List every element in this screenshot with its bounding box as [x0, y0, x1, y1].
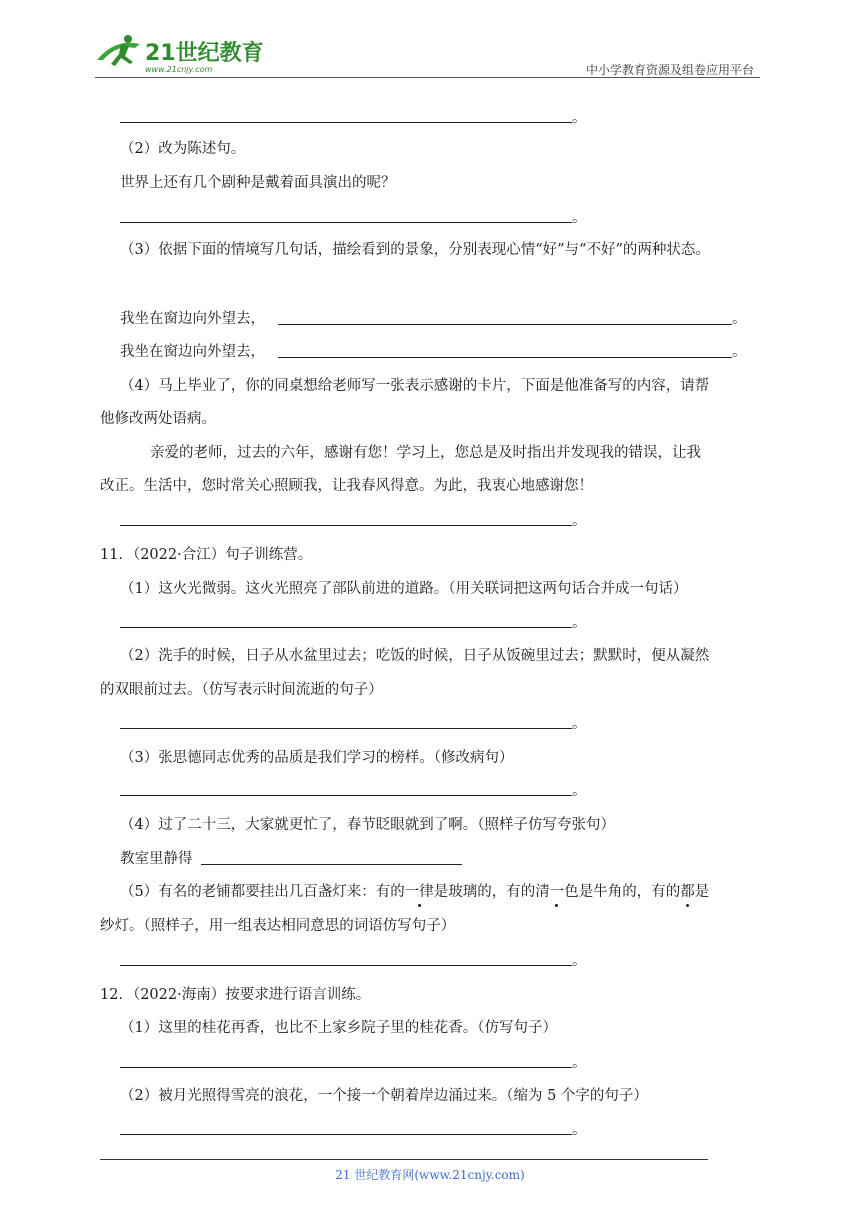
question-11-4-prompt: 教室里静得 [120, 851, 193, 867]
q11-5-text: （5）有名的老铺都要挂出几百盏灯来：有的 [120, 884, 405, 900]
answer-line[interactable] [120, 1067, 572, 1068]
answer-line[interactable] [120, 222, 572, 223]
answer-line[interactable] [278, 324, 732, 325]
emphasis-qingyise: 清一色 [535, 884, 579, 900]
period: 。 [732, 344, 747, 360]
logo-text: 21世纪教育 [145, 41, 264, 66]
question-11-5-a [120, 882, 709, 902]
q11-5-text: 是玻璃的，有的 [433, 884, 536, 900]
question-10-2: （2）改为陈述句。 [120, 141, 246, 157]
page-footer[interactable]: 21 世纪教育网(www.21cnjy.com) [335, 1168, 525, 1182]
site-logo [95, 30, 265, 78]
question-12-title: 12．（2022·海南）按要求进行语言训练。 [100, 987, 371, 1003]
period: 。 [572, 615, 587, 631]
period: 。 [572, 1122, 587, 1138]
period: 。 [572, 783, 587, 799]
question-12-2: （2）被月光照得雪亮的浪花，一个接一个朝着岸边涌过来。（缩为 5 个字的句子） [120, 1088, 648, 1104]
question-10-3-prompt-b: 我坐在窗边向外望去， [120, 344, 265, 360]
card-text-b: 改正。生活中，您时常关心照顾我，让我春风得意。为此，我衷心地感谢您！ [100, 478, 593, 494]
header-divider [95, 77, 760, 78]
emphasis-dou: 都 [680, 884, 695, 900]
period: 。 [572, 716, 587, 732]
answer-line[interactable] [120, 627, 572, 628]
period: 。 [572, 110, 587, 126]
question-12-1: （1）这里的桂花再香，也比不上家乡院子里的桂花香。（仿写句子） [120, 1020, 557, 1036]
answer-line[interactable] [120, 728, 572, 729]
footer-divider [100, 1159, 708, 1160]
answer-line[interactable] [120, 122, 572, 123]
page-header [95, 30, 760, 78]
question-11-3: （3）张思德同志优秀的品质是我们学习的榜样。（修改病句） [120, 750, 514, 766]
period: 。 [732, 311, 747, 327]
question-11-title: 11．（2022·合江）句子训练营。 [100, 547, 313, 563]
q11-5-text: 是牛角的，有的 [578, 884, 681, 900]
question-11-2-b: 的双眼前过去。（仿写表示时间流逝的句子） [100, 682, 383, 698]
emphasis-yilv: 一律 [404, 884, 434, 900]
answer-line[interactable] [120, 965, 572, 966]
question-10-4-a: （4）马上毕业了，你的同桌想给老师写一张表示感谢的卡片，下面是他准备写的内容，请帮 [120, 378, 710, 394]
question-10-4-b: 他修改两处语病。 [100, 411, 216, 427]
question-10-2-sentence: 世界上还有几个剧种是戴着面具演出的呢？ [120, 175, 396, 191]
answer-line[interactable] [278, 357, 732, 358]
period: 。 [572, 210, 587, 226]
question-10-3: （3）依据下面的情境写几句话，描绘看到的景象，分别表现心情“好”与“不好”的两种状态。 [120, 242, 710, 258]
period: 。 [572, 1055, 587, 1071]
answer-line[interactable] [120, 795, 572, 796]
answer-line[interactable] [201, 864, 462, 865]
period: 。 [572, 513, 587, 529]
answer-line[interactable] [120, 1134, 572, 1135]
q11-5-text: 是 [694, 884, 710, 900]
answer-line[interactable] [120, 525, 572, 526]
logo-url: www.21cnjy.com [145, 65, 213, 74]
question-11-5-b: 纱灯。（照样子，用一组表达相同意思的词语仿写句子） [100, 918, 456, 934]
question-10-3-prompt-a: 我坐在窗边向外望去， [120, 311, 265, 327]
card-text-a: 亲爱的老师，过去的六年，感谢有您！学习上，您总是及时指出并发现我的错误，让我 [150, 445, 701, 461]
period: 。 [572, 953, 587, 969]
question-11-1: （1）这火光微弱。这火光照亮了部队前进的道路。（用关联词把这两句话合并成一句话） [120, 581, 688, 597]
question-11-4: （4）过了二十三，大家就更忙了，春节眨眼就到了啊。（照样子仿写夸张句） [120, 817, 615, 833]
question-11-2-a: （2）洗手的时候，日子从水盆里过去；吃饭的时候，日子从饭碗里过去；默默时，便从凝然 [120, 648, 710, 664]
platform-label: 中小学教育资源及组卷应用平台 [585, 63, 754, 77]
